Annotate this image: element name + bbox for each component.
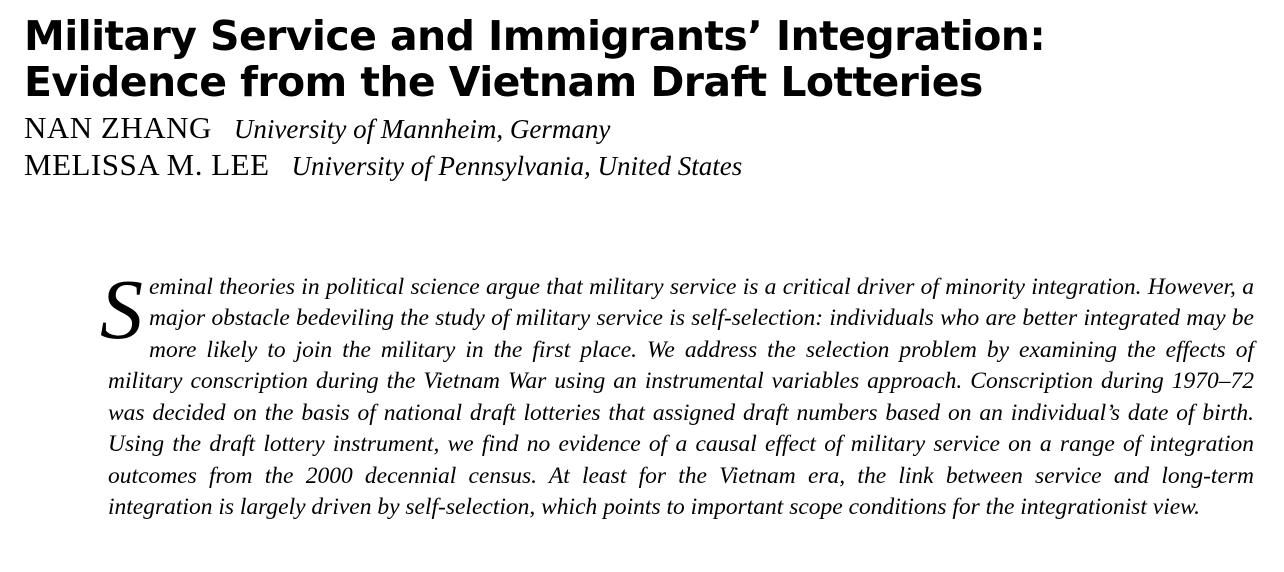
author-entry [24, 147, 1254, 184]
author-name: NAN ZHANG [24, 109, 212, 145]
abstract [100, 261, 1254, 524]
author-affiliation: University of Mannheim, Germany [233, 113, 611, 144]
abstract-dropcap: S [100, 261, 143, 357]
article-title: Military Service and Immigrants’ Integration: Evidence from the Vietnam Draft Lotteries [24, 12, 1046, 106]
author-name: MELISSA M. LEE [24, 147, 270, 183]
abstract-text: eminal theories in political science argue that military service is a critical driver of minority integration. However, a major obstacle bedeviling the study of military service is self-selection: individuals who are better integrated may be more likely to join the military in the first place. We address the selection problem by examining the effects of military conscription during the Vietnam War using an instrumental variables approach. Conscription during 1970–72 was decided on the basis of national draft lotteries that assigned draft numbers based on an individual’s date of birth. Using the draft lottery instrument, we find no evidence of a causal effect of military service on a range of integration outcomes from the 2000 decennial census. At least for the Vietnam era, the link between service and long-term integration is largely driven by self-selection, which points to important scope conditions for the integrationist view. [108, 274, 1254, 521]
author-affiliation: University of Pennsylvania, United States [291, 151, 743, 182]
author-entry [24, 110, 1254, 147]
author-list [24, 110, 1254, 184]
